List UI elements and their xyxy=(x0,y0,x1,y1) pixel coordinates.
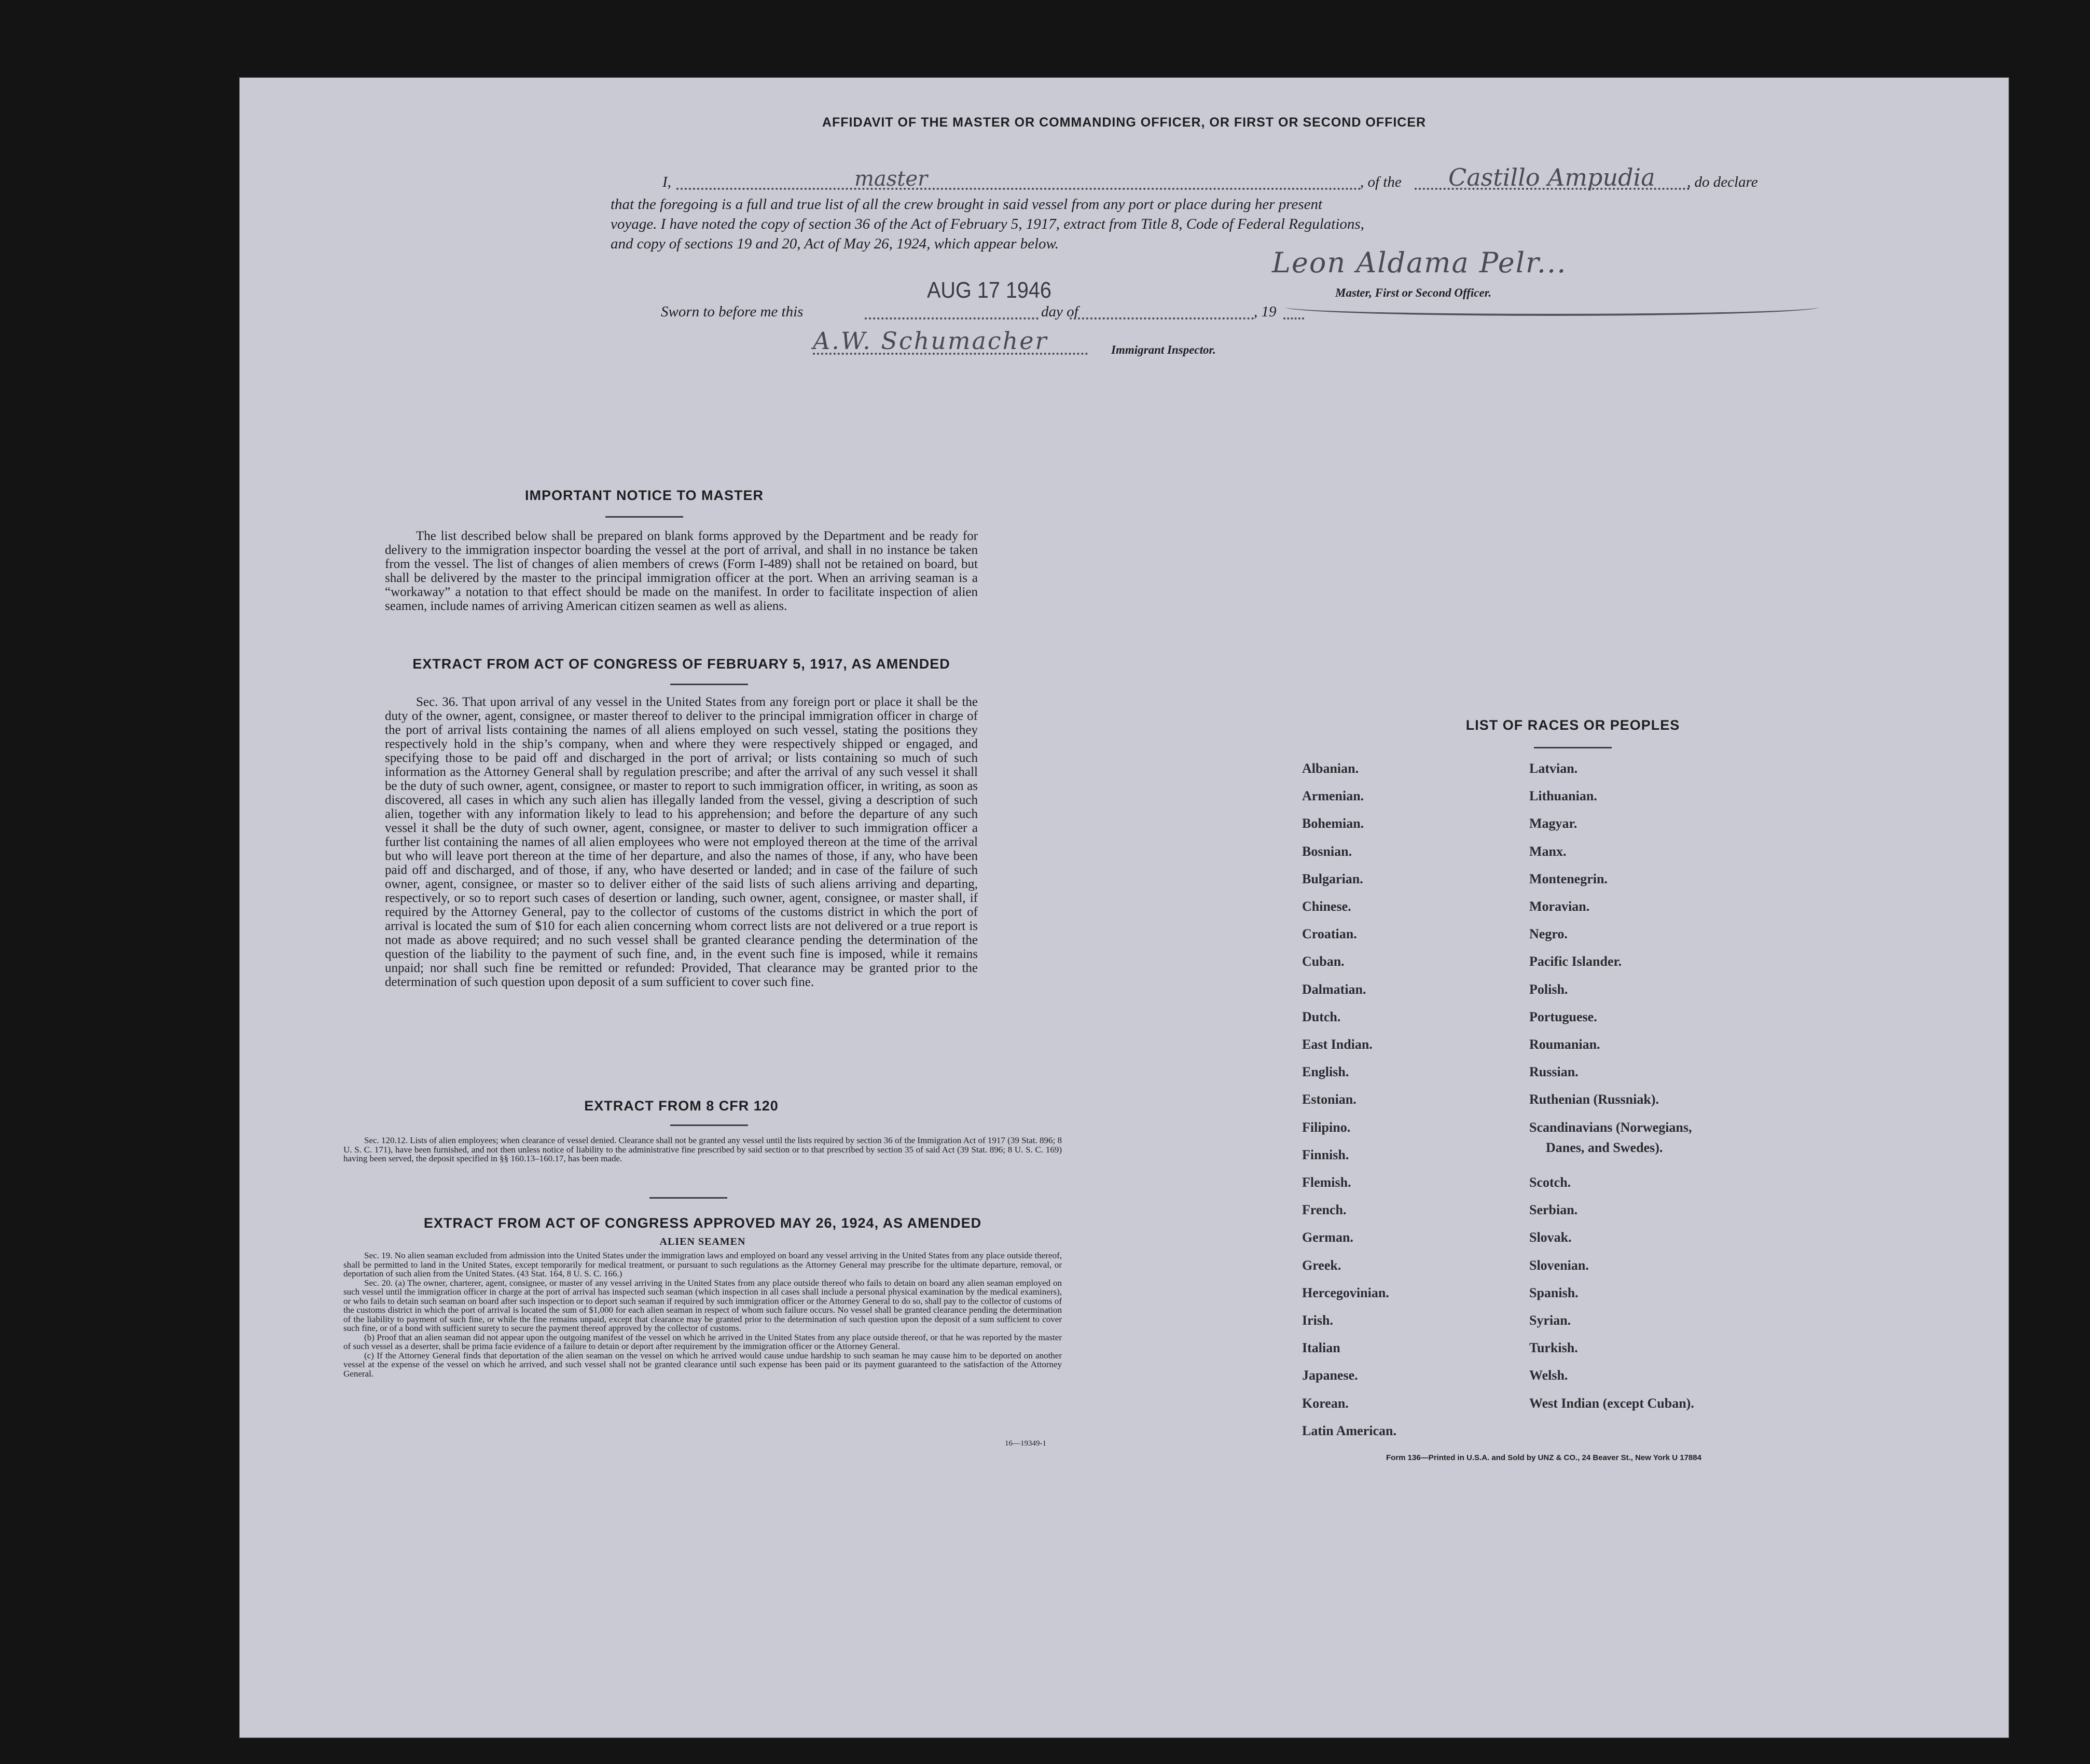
race-item: Serbian. xyxy=(1529,1202,1578,1218)
race-item: Moravian. xyxy=(1529,899,1590,914)
race-item: Syrian. xyxy=(1529,1313,1571,1328)
race-item: German. xyxy=(1302,1230,1353,1245)
race-item: East Indian. xyxy=(1302,1037,1373,1052)
race-item: Spanish. xyxy=(1529,1285,1579,1300)
race-item: Negro. xyxy=(1529,926,1568,942)
act1917-text: Sec. 36. That upon arrival of any vessel in the United States from any foreign port or place it shall be the duty of the owner, agent, consignee, or master thereof to deliver to the principal immigration officer in charge of the port of arrival lists containing the names of all aliens employed on such vessel, stating the positions they respectively hold in the ship’s company, when and where they were respectively shipped or engaged, and specifying those to be paid off and discharged in the port of arrival; or lists containing so much of such information as the Attorney General shall by regulation prescribe; and after the arrival of any such vessel it shall be the duty of such owner, agent, consignee, or master to report to such immigration officer, in writing, as soon as discovered, all cases in which any such alien has illegally landed from the vessel, giving a description of such alien, together with any information likely to lead to his apprehension; and before the departure of any such vessel it shall be the duty of such owner, agent, consignee, or master to deliver to such immigration officer a further list containing the names of all alien employees who were not employed thereon at the time of the arrival but who will leave port thereon at the time of her departure, and also the names of those, if any, who have been paid off and discharged, and of those, if any, who have deserted or landed; and in case of the failure of such owner, agent, consignee, or master so to deliver either of the said lists of such aliens arriving and departing, respectively, or so to report such cases of desertion or landing, such owner, agent, consignee, or master shall, if required by the Attorney General, pay to the collector of customs of the customs district in which the port of arrival is located the sum of $10 for each alien concerning whom correct lists are not delivered or a true report is not made as above required; and no such vessel shall be granted clearance pending the determination of the question of the liability to the payment of such fine, and, in the event such fine is imposed, while it remains unpaid; nor shall such fine be remitted or refunded: Provided, That clearance may be granted prior to the determination of such question upon deposit of a sum sufficient to cover such fine. xyxy=(385,695,978,989)
race-item: Greek. xyxy=(1302,1257,1341,1273)
race-item: Bosnian. xyxy=(1302,843,1352,859)
section-divider-rule xyxy=(649,1197,727,1199)
sworn-day-blank xyxy=(865,317,1039,320)
race-item: Cuban. xyxy=(1302,954,1345,969)
race-item: Italian xyxy=(1302,1340,1340,1356)
race-item: Chinese. xyxy=(1302,899,1351,914)
race-item: Scotch. xyxy=(1529,1175,1571,1190)
sworn-year: , 19 xyxy=(1254,303,1277,320)
race-item: West Indian (except Cuban). xyxy=(1529,1395,1694,1411)
race-item: Dalmatian. xyxy=(1302,981,1366,997)
act1924-subtitle: ALIEN SEAMEN xyxy=(659,1236,746,1247)
notice-title: IMPORTANT NOTICE TO MASTER xyxy=(525,488,764,503)
rank-blank xyxy=(676,188,1361,190)
race-item-continued: Danes, and Swedes). xyxy=(1546,1140,1663,1155)
race-item: French. xyxy=(1302,1202,1347,1218)
act1924-sec20c: (c) If the Attorney General finds that deportation of the alien seaman on the vessel on which he arrived would cause undue hardship to such seaman he may cause him to be deported on another vessel at the expense of the vessel on which he arrived, and such vessel shall not be granted clearance until such expense has been paid or its payment guaranteed to the satisfaction of the Attorney General. xyxy=(343,1350,1062,1379)
signature-caption: Master, First or Second Officer. xyxy=(1335,286,1492,299)
race-item: Flemish. xyxy=(1302,1175,1351,1190)
handwritten-rank: master xyxy=(854,167,928,191)
act1924-code: 16—19349-1 xyxy=(1005,1439,1046,1448)
act1917-title: EXTRACT FROM ACT OF CONGRESS OF FEBRUARY 5, 1917, AS AMENDED xyxy=(412,656,950,672)
affidavit-line4: and copy of sections 19 and 20, Act of May 26, 1924, which appear below. xyxy=(611,235,1059,252)
inspector-blank xyxy=(813,353,1088,355)
notice-rule xyxy=(605,516,683,518)
race-item: Manx. xyxy=(1529,843,1567,859)
notice-text: The list described below shall be prepared on blank forms approved by the Department and be ready for delivery to the immigration inspector boarding the vessel at the port of arrival, and shall in no instance be taken from the vessel. The list of changes of alien members of crews (Form I-489) shall not be retained on board, but shall be delivered by the master to the principal immigration officer at the port. When an arriving seaman is a “workaway” a notation to that effect should be made on the manifest. In order to facilitate inspection of alien seamen, include names of arriving American citizen seamen as well as aliens. xyxy=(385,529,978,613)
act1924-sec20b: (b) Proof that an alien seaman did not appear upon the outgoing manifest of the vessel on which he arrived in the United States from any place outside thereof, or that he was reported by the master of such vessel as a deserter, shall be prima facie evidence of a failure to detain or deport after requirement by the immigration officer or the Attorney General. xyxy=(343,1332,1062,1351)
race-item: Korean. xyxy=(1302,1395,1349,1411)
race-item: Latin American. xyxy=(1302,1423,1396,1438)
race-item: Ruthenian (Russniak). xyxy=(1529,1092,1659,1107)
sworn-day-of: day of xyxy=(1041,303,1078,320)
cfr-rule xyxy=(670,1124,748,1126)
race-item: Croatian. xyxy=(1302,926,1357,942)
document-page xyxy=(240,78,2009,1738)
sworn-line-start: Sworn to before me this xyxy=(661,303,804,320)
cfr-title: EXTRACT FROM 8 CFR 120 xyxy=(584,1098,779,1114)
inspector-signature: A.W. Schumacher xyxy=(813,327,1048,355)
race-item: Irish. xyxy=(1302,1313,1333,1328)
sworn-month-blank xyxy=(1070,317,1254,320)
race-item: Welsh. xyxy=(1529,1368,1568,1383)
handwritten-vessel: Castillo Ampudia xyxy=(1448,163,1655,191)
race-item: Russian. xyxy=(1529,1064,1579,1080)
races-rule xyxy=(1534,747,1612,748)
race-item: Latvian. xyxy=(1529,761,1578,776)
race-item: Armenian. xyxy=(1302,788,1364,804)
race-item: Magyar. xyxy=(1529,816,1577,831)
race-item: Slovenian. xyxy=(1529,1257,1589,1273)
master-signature-underline xyxy=(1285,298,1819,316)
race-item: Portuguese. xyxy=(1529,1009,1597,1024)
affidavit-line1-start: I, xyxy=(662,174,671,190)
cfr-text: Sec. 120.12. Lists of alien employees; when clearance of vessel denied. Clearance shall not be granted any vessel until the lists required by section 36 of the Immigration Act of 1917 (39 Stat. 896; 8 U. S. C. 171), have been furnished, and not then unless notice of liability to the administrative fine prescribed by said section or to that prescribed by section 35 of said Act (39 Stat. 896; 8 U. S. C. 169) having been served, the deposit specified in §§ 160.13–160.17, has been made. xyxy=(343,1135,1062,1163)
affidavit-line3: voyage. I have noted the copy of section 36 of the Act of February 5, 1917, extract from Title 8, Code of Federal Regulations, xyxy=(611,216,1364,232)
act1924-title: EXTRACT FROM ACT OF CONGRESS APPROVED MAY 26, 1924, AS AMENDED xyxy=(423,1215,982,1231)
race-item: Slovak. xyxy=(1529,1230,1572,1245)
race-item: Roumanian. xyxy=(1529,1037,1600,1052)
race-item: Lithuanian. xyxy=(1529,788,1597,804)
act1924-body xyxy=(343,1251,1062,1378)
affidavit-title: AFFIDAVIT OF THE MASTER OR COMMANDING OFFICER, OR FIRST OR SECOND OFFICER xyxy=(822,115,1427,130)
races-title: LIST OF RACES OR PEOPLES xyxy=(1465,717,1680,733)
race-item: Scandinavians (Norwegians, xyxy=(1529,1119,1692,1135)
race-item: English. xyxy=(1302,1064,1349,1080)
race-item: Bohemian. xyxy=(1302,816,1364,831)
date-stamp: AUG 17 1946 xyxy=(927,277,1051,303)
form-footer: Form 136—Printed in U.S.A. and Sold by UNZ & CO., 24 Beaver St., New York U 17884 xyxy=(1386,1453,1701,1462)
inspector-caption: Immigrant Inspector. xyxy=(1111,343,1216,356)
race-item: Turkish. xyxy=(1529,1340,1578,1356)
race-item: Japanese. xyxy=(1302,1368,1358,1383)
race-item: Pacific Islander. xyxy=(1529,954,1622,969)
race-item: Bulgarian. xyxy=(1302,871,1363,886)
race-item: Polish. xyxy=(1529,981,1568,997)
act1924-sec20a: Sec. 20. (a) The owner, charterer, agent, consignee, or master of any vessel arriving in the United States from any place outside thereof who fails to detain on board any alien seaman employed on such vessel until the immigration officer in charge at the port of arrival has inspected such seaman (which inspection in all cases shall include a personal physical examination by the medical examiners), or who fails to detain such seaman on board after such inspection or to deport such seaman if required by such immigration officer or the Attorney General to do so, shall pay to the collector of customs of the customs district in which the port of arrival is located the sum of $1,000 for each alien seaman in respect of whom such failure occurs. No vessel shall be granted clearance pending the determination of the liability to payment of such fine, or while the fine remains unpaid, except that clearance may be granted prior to the determination of such question upon the deposit of a sum sufficient to cover such fine, or of a bond with sufficient surety to secure the payment thereof approved by the collector of customs. xyxy=(343,1277,1062,1333)
race-item: Dutch. xyxy=(1302,1009,1341,1024)
act1917-rule xyxy=(670,684,748,685)
race-item: Filipino. xyxy=(1302,1119,1351,1135)
sworn-year-blank xyxy=(1283,317,1304,320)
race-item: Estonian. xyxy=(1302,1092,1357,1107)
race-item: Albanian. xyxy=(1302,761,1359,776)
affidavit-of-the: , of the xyxy=(1360,174,1402,190)
master-signature: Leon Aldama Pelr... xyxy=(1272,246,1567,279)
affidavit-do-declare: , do declare xyxy=(1687,174,1758,190)
act1924-sec19: Sec. 19. No alien seaman excluded from admission into the United States under the immigration laws and employed on board any vessel arriving in the United States from any place outside thereof, shall be permitted to land in the United States, except temporarily for medical treatment, or pursuant to such regulations as the Attorney General may prescribe for the ultimate departure, removal, or deportation of such alien from the United States. (43 Stat. 164, 8 U. S. C. 166.) xyxy=(343,1251,1062,1279)
race-item: Montenegrin. xyxy=(1529,871,1608,886)
race-item: Hercegovinian. xyxy=(1302,1285,1389,1300)
race-item: Finnish. xyxy=(1302,1147,1349,1162)
affidavit-line2: that the foregoing is a full and true list of all the crew brought in said vessel from any port or place during her present xyxy=(611,196,1323,213)
